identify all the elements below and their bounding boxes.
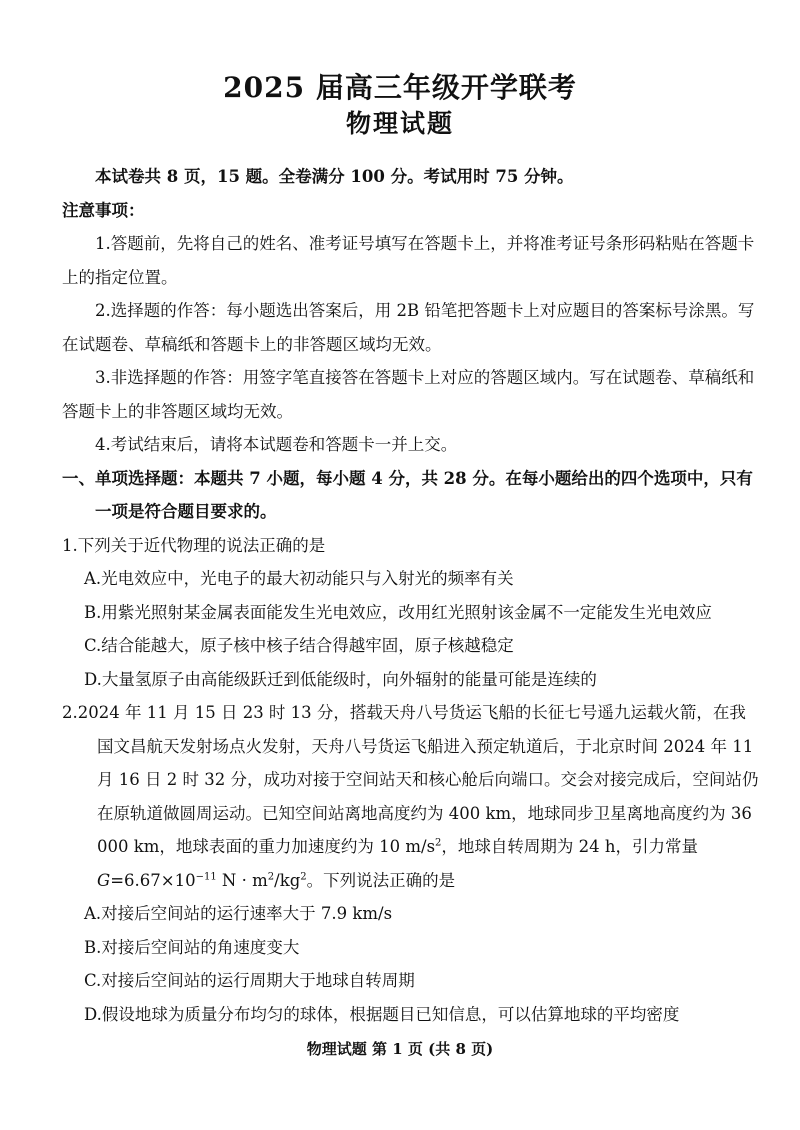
- question-2-option-d: D.假设地球为质量分布均匀的球体，根据题目已知信息，可以估算地球的平均密度: [84, 1004, 680, 1024]
- superscript: 2: [300, 871, 307, 882]
- superscript: 2: [435, 837, 442, 849]
- question-2-stem-text: /kg: [274, 870, 301, 890]
- question-2-stem-text: 。下列说法正确的是: [306, 870, 456, 890]
- question-2-stem-text: N · m: [216, 870, 268, 890]
- superscript: −11: [195, 871, 217, 882]
- question-2-stem-text: ，地球自转周期为 24 h，引力常量: [441, 837, 699, 856]
- question-2-option-c: C.对接后空间站的运行周期大于地球自转周期: [84, 971, 415, 990]
- note-item: 4.考试结束后，请将本试题卷和答题卡一并上交。: [95, 435, 458, 454]
- gravitational-constant-symbol: G: [97, 870, 111, 890]
- question-2-option-b: B.对接后空间站的角速度变大: [84, 937, 300, 957]
- question-1-option-d: D.大量氢原子由高能级跃迁到低能级时，向外辐射的能量可能是连续的: [84, 669, 597, 689]
- question-1-option-b: B.用紫光照射某金属表面能发生光电效应，改用红光照射该金属不一定能发生光电效应: [84, 602, 712, 622]
- question-2-stem-text: 2.2024 年 11 月 15 日 23 时 13 分，搭载天舟八号货运飞船的长征七号遥九运载火箭，在我国文昌航天发射场点火发射，天舟八号货运飞船进入预定轨道后，于北京时间 2024 年 11 月 16 日 2 时 32 分，成功对接于空间站天和核心舱后向端口。交会对接完成后，空间站仍在原轨道做圆周运动。已知空间站离地高度约为 400 km，地球同步卫星离地高度约为 36 000 km，地球表面的重力加速度约为 10 m/s: [62, 703, 759, 856]
- question-1-stem: 1.下列关于近代物理的说法正确的是: [62, 535, 326, 555]
- question-2-stem: [62, 696, 762, 897]
- note-item: 3.非选择题的作答：用签字笔直接答在答题卡上对应的答题区域内。写在试题卷、草稿纸和答题卡上的非答题区域均无效。: [62, 368, 755, 421]
- superscript: 2: [267, 871, 275, 882]
- question-2-option-a: A.对接后空间站的运行速率大于 7.9 km/s: [84, 904, 393, 923]
- note-item: 1.答题前，先将自己的姓名、准考证号填写在答题卡上，并将准考证号条形码粘贴在答题卡上的指定位置。: [62, 234, 755, 287]
- page-title: 2025 届高三年级开学联考: [223, 71, 577, 104]
- question-1-option-a: A.光电效应中，光电子的最大初动能只与入射光的频率有关: [84, 569, 514, 588]
- section-heading: 一、单项选择题：本题共 7 小题，每小题 4 分，共 28 分。在每小题给出的四个选项中，只有一项是符合题目要求的。: [62, 468, 753, 521]
- question-1-option-c: C.结合能越大，原子核中核子结合得越牢固，原子核越稳定: [84, 636, 514, 655]
- exam-content: [62, 160, 762, 1031]
- page-footer: 物理试题 第 1 页 (共 8 页): [306, 1040, 494, 1058]
- exam-summary: 本试卷共 8 页，15 题。全卷满分 100 分。考试用时 75 分钟。: [95, 167, 574, 186]
- notes-heading: 注意事项：: [62, 200, 145, 220]
- question-2-stem-text: =6.67×10: [110, 870, 196, 890]
- note-item: 2.选择题的作答：每小题选出答案后，用 2B 铅笔把答题卡上对应题目的答案标号涂黑。写在试题卷、草稿纸和答题卡上的非答题区域均无效。: [62, 301, 755, 354]
- page-subtitle: 物理试题: [345, 109, 454, 138]
